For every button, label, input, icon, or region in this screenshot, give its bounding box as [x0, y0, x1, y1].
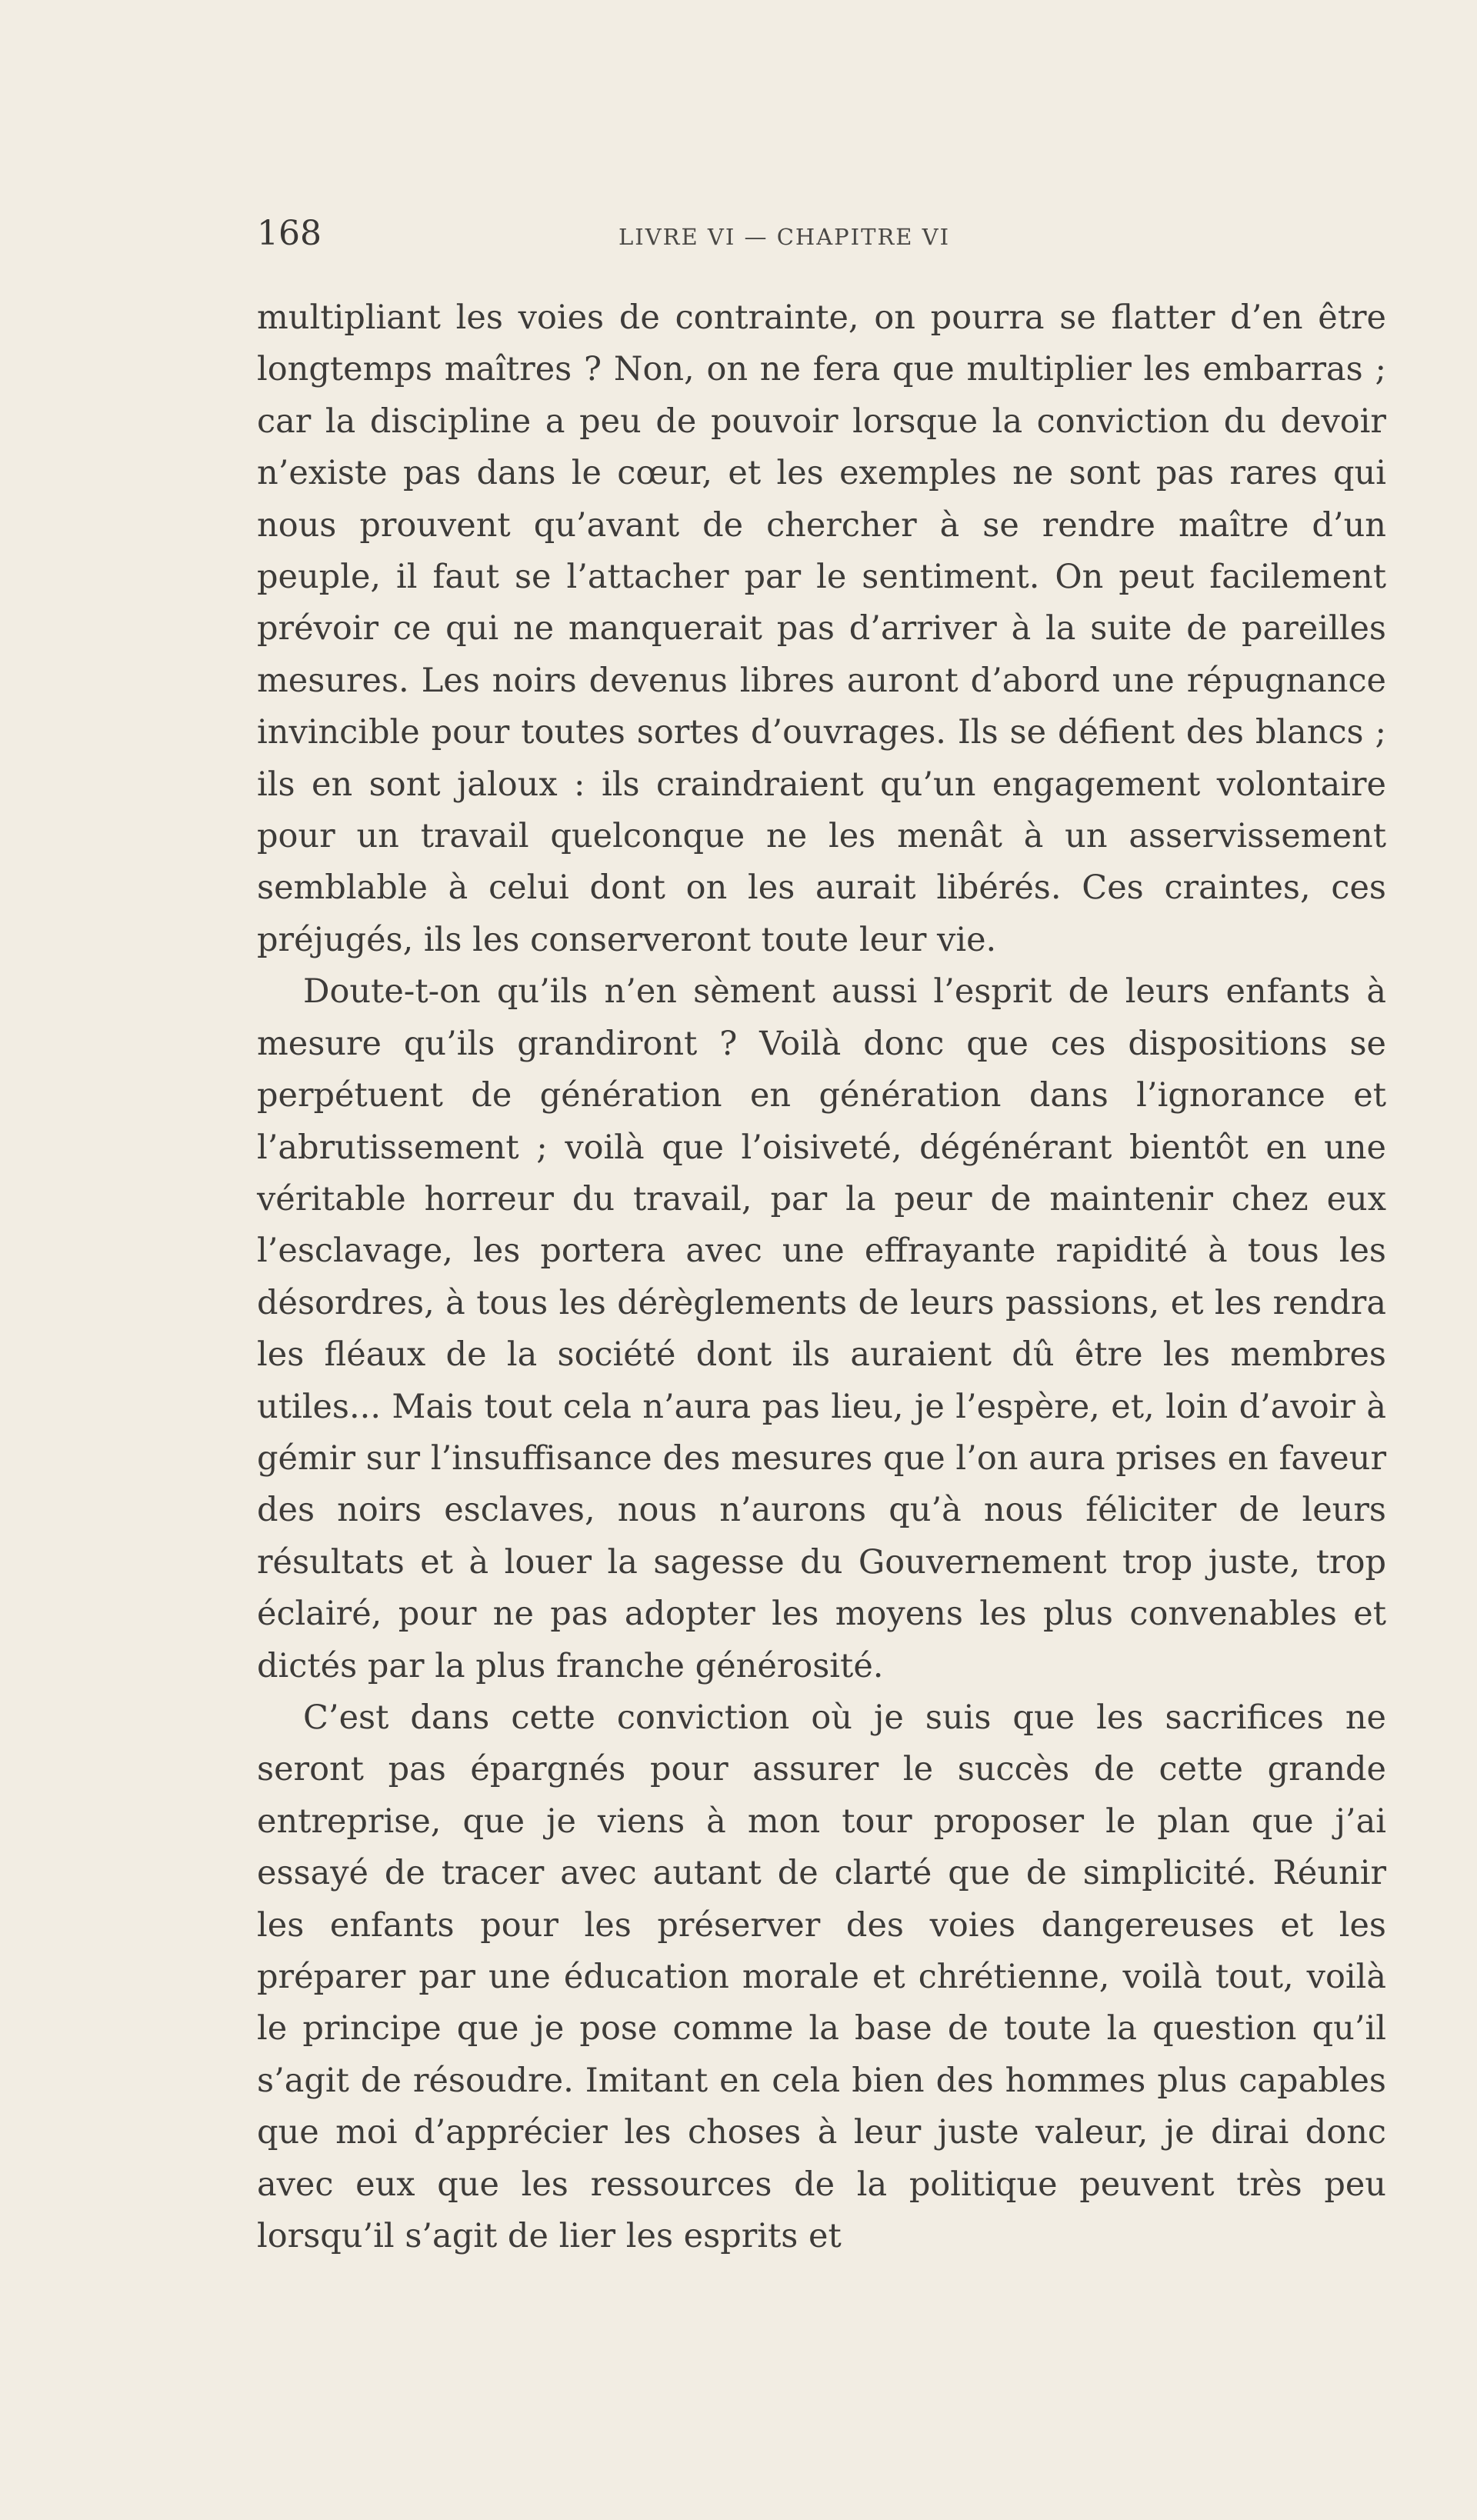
paragraph: Doute-t-on qu’ils n’en sèment aussi l’esprit de leurs enfants à mesure qu’ils grandiront ? Voilà donc que ces dispositions se perpétuent de génération en génération dans l’ignorance et l’abrutissement ; voilà que l’oisiveté, dégénérant bientôt en une véritable horreur du travail, par la peur de maintenir chez eux l’esclavage, les portera avec une effrayante rapidité à tous les désordres, à tous les dérèglements de leurs passions, et les rendra les fléaux de la société dont ils auraient dû être les membres utiles... Mais tout cela n’aura pas lieu, je l’espère, et, loin d’avoir à gémir sur l’insuffisance des mesures que l’on aura prises en faveur des noirs esclaves, nous n’aurons qu’à nous féliciter de leurs résultats et à louer la sagesse du Gouvernement trop juste, trop éclairé, pour ne pas adopter les moyens les plus convenables et dictés par la plus franche générosité. — [257, 972, 1386, 1685]
running-head — [257, 212, 1386, 266]
body-text — [257, 292, 1386, 2262]
page-number: 168 — [257, 214, 322, 253]
paragraph: C’est dans cette conviction où je suis que les sacrifices ne seront pas épargnés pour assurer le succès de cette grande entreprise, que je viens à mon tour proposer le plan que j’ai essayé de tracer avec autant de clarté que de simplicité. Réunir les enfants pour les préserver des voies dangereuses et les préparer par une éducation morale et chrétienne, voilà tout, voilà le principe que je pose comme la base de toute la question qu’il s’agit de résoudre. Imitant en cela bien des hommes plus capables que moi d’apprécier les choses à leur juste valeur, je dirai donc avec eux que les ressources de la politique peuvent très peu lorsqu’il s’agit de lier les esprits et — [257, 1698, 1386, 2256]
chapter-heading: LIVRE VI — CHAPITRE VI — [618, 224, 951, 250]
paragraph-continued: multipliant les voies de contrainte, on pourra se flatter d’en être longtemps maîtres ? Non, on ne fera que multiplier les embarras ; car la discipline a peu de pouvoir lorsque la conviction du devoir n’existe pas dans le cœur, et les exemples ne sont pas rares qui nous prouvent qu’avant de chercher à se rendre maître d’un peuple, il faut se l’attacher par le sentiment. On peut facilement prévoir ce qui ne manquerait pas d’arriver à la suite de pareilles mesures. Les noirs devenus libres auront d’abord une répugnance invincible pour toutes sortes d’ouvrages. Ils se défient des blancs ; ils en sont jaloux : ils craindraient qu’un engagement volontaire pour un travail quelconque ne les menât à un asservissement semblable à celui dont on les aurait libérés. Ces craintes, ces préjugés, ils les conserveront toute leur vie. — [257, 298, 1386, 959]
